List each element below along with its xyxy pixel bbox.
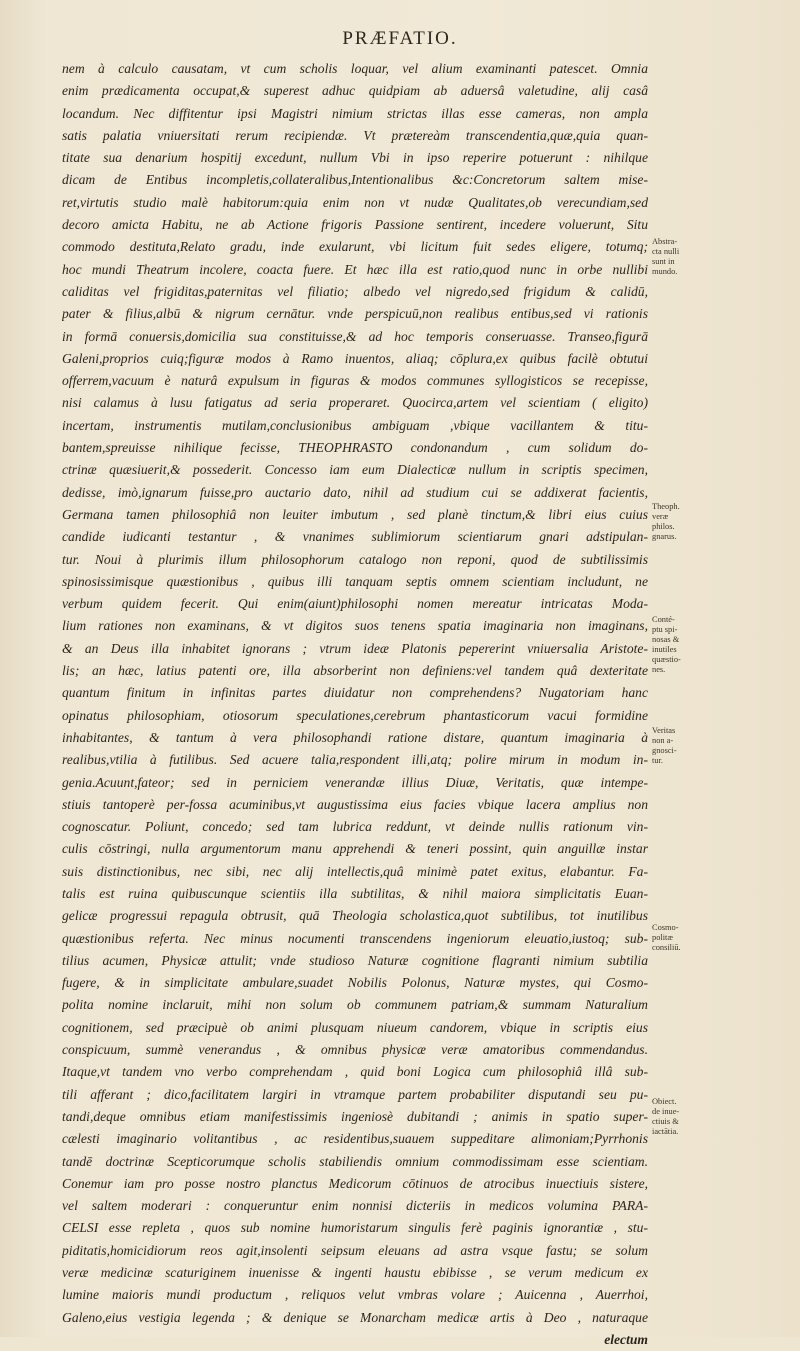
- text-line: titate sua denarium hospitij excedunt, nullum Vbi in ipso reperire potuerunt : nihilque: [62, 150, 648, 166]
- text-line: veræ medicinæ scaturiginem inuenisse & ingenti haustu ebibisse , se verum medicum ex: [62, 1265, 648, 1281]
- marginal-note-line: non a-: [652, 736, 674, 745]
- text-line: quæstionibus referta. Nec minus nocumenti transcendens ingeniorum eleuatio,iustoq; sub-: [62, 930, 648, 946]
- marginal-note-line: consiliū.: [652, 943, 681, 952]
- text-line: conspicuum, summè venerandus , & omnibus physicæ veræ amatoribus commendandus.: [62, 1042, 648, 1058]
- text-line: bantem,spreuisse nihilique fecisse, THEOPHRASTO condonandum , cum solidum do-: [62, 440, 648, 456]
- text-line: gelicæ progressui repagula obtrusit, quā Theologia scholastica,quot subtilibus, tot inutilibus: [62, 908, 648, 924]
- text-line: Galeno,eius vestigia legenda ; & denique se Monarcham medicæ artis à Deo , naturaque: [62, 1309, 648, 1325]
- marginal-note-line: mundo.: [652, 267, 678, 276]
- marginal-note-veritas: [652, 726, 712, 766]
- marginal-note-line: nosas &: [652, 635, 680, 644]
- text-line: nisi calamus à lusu fatigatus ad seria properaret. Quocirca,artem vel scientiam ( eligito): [62, 395, 648, 411]
- text-line: decoro amicta Habitu, ne ab Actione frigoris Passione sentirent, incedere voluerunt, Situ: [62, 217, 648, 233]
- text-line: lumine maioris mundi productum , reliquos velut vmbras volare ; Auicenna , Auerrhoi,: [62, 1287, 648, 1303]
- text-line: hoc mundi Theatrum incolere, coacta fuere. Et hæc illa est ratio,quod nunc in orbe nullibi: [62, 261, 648, 277]
- text-line: opinatus philosophiam, otiosorum speculationes,cerebrum phantasticorum vacui formidine: [62, 707, 648, 723]
- marginal-note-line: tur.: [652, 756, 663, 765]
- text-line: Germana tamen philosophiâ non leuiter imbutum , sed planè tinctum,& libri eius cuius: [62, 506, 648, 522]
- marginal-note-line: ctiuis &: [652, 1117, 679, 1126]
- marginal-note-line: veræ: [652, 512, 669, 521]
- marginal-note-theophrastus: [652, 502, 712, 542]
- marginal-note-line: de inue-: [652, 1107, 680, 1116]
- text-line: culis cōstringi, nulla argumentorum manu apprehendi & teneri possint, quin anguillæ instar: [62, 841, 648, 857]
- text-line: ret,virtutis studio malè habitorum:quia enim non vt nudæ Qualitates,ob verecundiam,sed: [62, 194, 648, 210]
- marginal-note-line: nes.: [652, 665, 666, 674]
- marginal-note-cosmopolita: [652, 923, 712, 953]
- marginal-note-line: quæstio-: [652, 655, 681, 664]
- text-line: polita nomine inclaruit, mihi non solum ob communem patriam,& summam Naturalium: [62, 997, 648, 1013]
- marginal-note-line: philos.: [652, 522, 675, 531]
- text-line: pater & filius,albū & nigrum cernātur. vnde perspicuū,non realibus entibus,sed vi rationis: [62, 306, 648, 322]
- text-line: cognoscatur. Poliunt, concedo; sed tam lubrica reddunt, vt deinde nullis rationum vin-: [62, 819, 648, 835]
- marginal-note-contemptu: [652, 615, 712, 675]
- text-line: commodo destituta,Relato gradu, inde exularunt, vbi licitum fuit sedes eligere, totumq;: [62, 239, 648, 255]
- text-line: talis est ruina quibuscunque scientiis illa subtilitas, & nihil maiora simplicitatis Euan-: [62, 885, 648, 901]
- text-line: cælesti imaginario volitantibus , ac residentibus,suauem suppeditare alimoniam;Pyrrhonis: [62, 1131, 648, 1147]
- text-line: stiuis tantoperè per-fossa acuminibus,vt augustissima eius facies vbique lacera amplius non: [62, 796, 648, 812]
- marginal-note-line: Veritas: [652, 726, 676, 735]
- marginal-note-line: gnosci-: [652, 746, 677, 755]
- text-line: spinosissimisque quæstionibus , quibus illi tanquam septis omnem scientiam includunt, ne: [62, 573, 648, 589]
- text-line: quantum finitum in infinitas partes diuidatur non comprehendens? Nugatoriam hanc: [62, 685, 648, 701]
- running-header: PRÆFATIO.: [342, 28, 458, 49]
- text-line: in formā conuersis,domicilia sua constituisse,& ad hoc temporis conseruasse. Transeo,figurā: [62, 328, 648, 344]
- marginal-note-line: iactātia.: [652, 1127, 679, 1136]
- text-line: genia.Acuunt,fateor; sed in perniciem venerandæ illius Diuæ, Veritatis, quæ intempe-: [62, 774, 648, 790]
- text-line: fugere, & in simplicitate ambulare,suadet Nobilis Polonus, Naturæ mystes, qui Cosmo-: [62, 975, 648, 991]
- text-line: cognitionem, sed præcipuè ob animi plusquam niueum candorem, vbique in scriptis eius: [62, 1019, 648, 1035]
- text-line: CELSI esse repleta , quos sub nomine humoristarum singulis ferè paginis ignorantiæ , stu-: [62, 1220, 648, 1236]
- text-line: vel saltem moderari : conqueruntur enim nonnisi dicteriis in medicos volumina PARA-: [62, 1198, 648, 1214]
- text-line: locandum. Nec diffitentur ipsi Magistri nimium strictas illas esse cameras, non ampla: [62, 105, 648, 121]
- text-line: tur. Noui à plurimis illum philosophorum catalogo non reponi, quod de subtilissimis: [62, 551, 648, 567]
- marginal-note-line: sunt in: [652, 257, 675, 266]
- marginal-note-line: Abstra-: [652, 237, 678, 246]
- main-text: [62, 58, 648, 1351]
- text-line: nem à calculo causatam, vt cum scholis loquar, vel alium examinanti patescet. Omnia: [62, 61, 648, 76]
- marginal-note-line: politæ: [652, 933, 673, 942]
- text-line: Galeni,proprios cuiq;figuræ modos à Ramo inuentos, aliaq; cōplura,ex quibus facilè obtutui: [62, 350, 648, 366]
- marginal-note-abstracta: [652, 237, 712, 277]
- marginal-note-line: Theoph.: [652, 502, 680, 511]
- text-line: lis; an hæc, latius patenti ore, illa absorberint non definiens:vel tandem quâ dexteritate: [62, 663, 648, 679]
- marginal-note-line: Cosmo-: [652, 923, 679, 932]
- text-line: tili afferant ; dico,facilitatem largiri in vtramque partem probabiliter disputandi seu pu-: [62, 1086, 648, 1102]
- text-line: offerrem,vacuum è naturâ expulsum in figuras & modos communes syllogisticos se recepisse,: [62, 373, 648, 389]
- text-line: candide iudicanti testantur , & vnanimes sublimiorum scientiarum gnari adstipulan-: [62, 529, 648, 545]
- text-line: dicam de Entibus incompletis,collateralibus,Intentionalibus &c:Concretorum saltem mise-: [62, 172, 648, 188]
- text-line: caliditas vel frigiditas,paternitas vel filiatio; albedo vel nigredo,sed frigidum & calidū,: [62, 283, 648, 299]
- text-line: satis palatia vniuersitati rerum recipiendæ. Vt prætereàm transcendentia,quæ,quia quan-: [62, 127, 648, 143]
- text-line: incertam, instrumentis mutilam,conclusionibus ambiguam ,vbique vacillantem & titu-: [62, 417, 648, 433]
- text-line: inhabitantes, & tantum à vera philosophandi ratione distare, quantum imaginaria à: [62, 729, 648, 745]
- text-line: Itaque,vt tandem vno verbo comprehendam , quid boni Logica cum philosophiâ illâ sub-: [62, 1064, 648, 1080]
- marginal-note-line: cta nulli: [652, 247, 680, 256]
- text-line: Conemur iam pro posse nostro planctus Medicorum cōtinuos de atrocibus inuectiuis sistere,: [62, 1175, 648, 1191]
- marginal-note-line: inutiles: [652, 645, 677, 654]
- text-line: suis distinctionibus, nec sibi, nec alij intellectis,quâ minimè patet exitus, elabantur. Fa-: [62, 863, 648, 879]
- marginal-note-line: ptu spi-: [652, 625, 678, 634]
- marginal-note-line: gnarus.: [652, 532, 677, 541]
- marginal-note-obiectio: [652, 1097, 712, 1137]
- text-line: electum: [604, 1331, 648, 1347]
- text-line: enim prædicamenta occupat,& superest adhuc quidpiam ab aduersâ valetudine, alij casâ: [62, 83, 648, 99]
- text-line: tandi,deque omnibus etiam manifestissimis ingeniosè dubitandi ; animis in spatio super-: [62, 1108, 648, 1124]
- text-line: dedisse, imò,ignarum fuisse,pro auctario dato, nihil ad studium cui se addixerat facientis,: [62, 484, 648, 500]
- text-line: ctrinæ quæsiuerit,& possederit. Concesso iam eum Dialecticæ nullum in scriptis specimen,: [62, 462, 648, 478]
- text-line: verbum quidem fecerit. Qui enim(aiunt)philosophi nomen mereatur intricatas Moda-: [62, 596, 648, 612]
- text-line: piditatis,homicidiorum reos agit,insolenti seipsum eleuans ad astra vsque fastu; se solum: [62, 1242, 648, 1258]
- text-line: realibus,vtilia à futilibus. Sed acuere talia,respondent illi,atq; polire mirum in modum in-: [62, 752, 648, 768]
- text-line: & an Deus illa inhabitet ignorans ; vtrum ideæ Platonis pepererint vniuersalia Aristote-: [62, 640, 648, 656]
- text-line: tandē doctrinæ Scepticorumque scholis stabiliendis omnium commodissimam esse scientiam.: [62, 1153, 648, 1169]
- text-line: tilius acumen, Physicæ attulit; vnde studioso Naturæ cognitione flagranti nimium subtilia: [62, 952, 648, 968]
- text-line: lium rationes non examinans, & vt digitos suos tenens spatia imaginaria non imaginans,: [62, 618, 648, 634]
- marginal-note-line: Conté-: [652, 615, 675, 624]
- marginal-note-line: Obiect.: [652, 1097, 677, 1106]
